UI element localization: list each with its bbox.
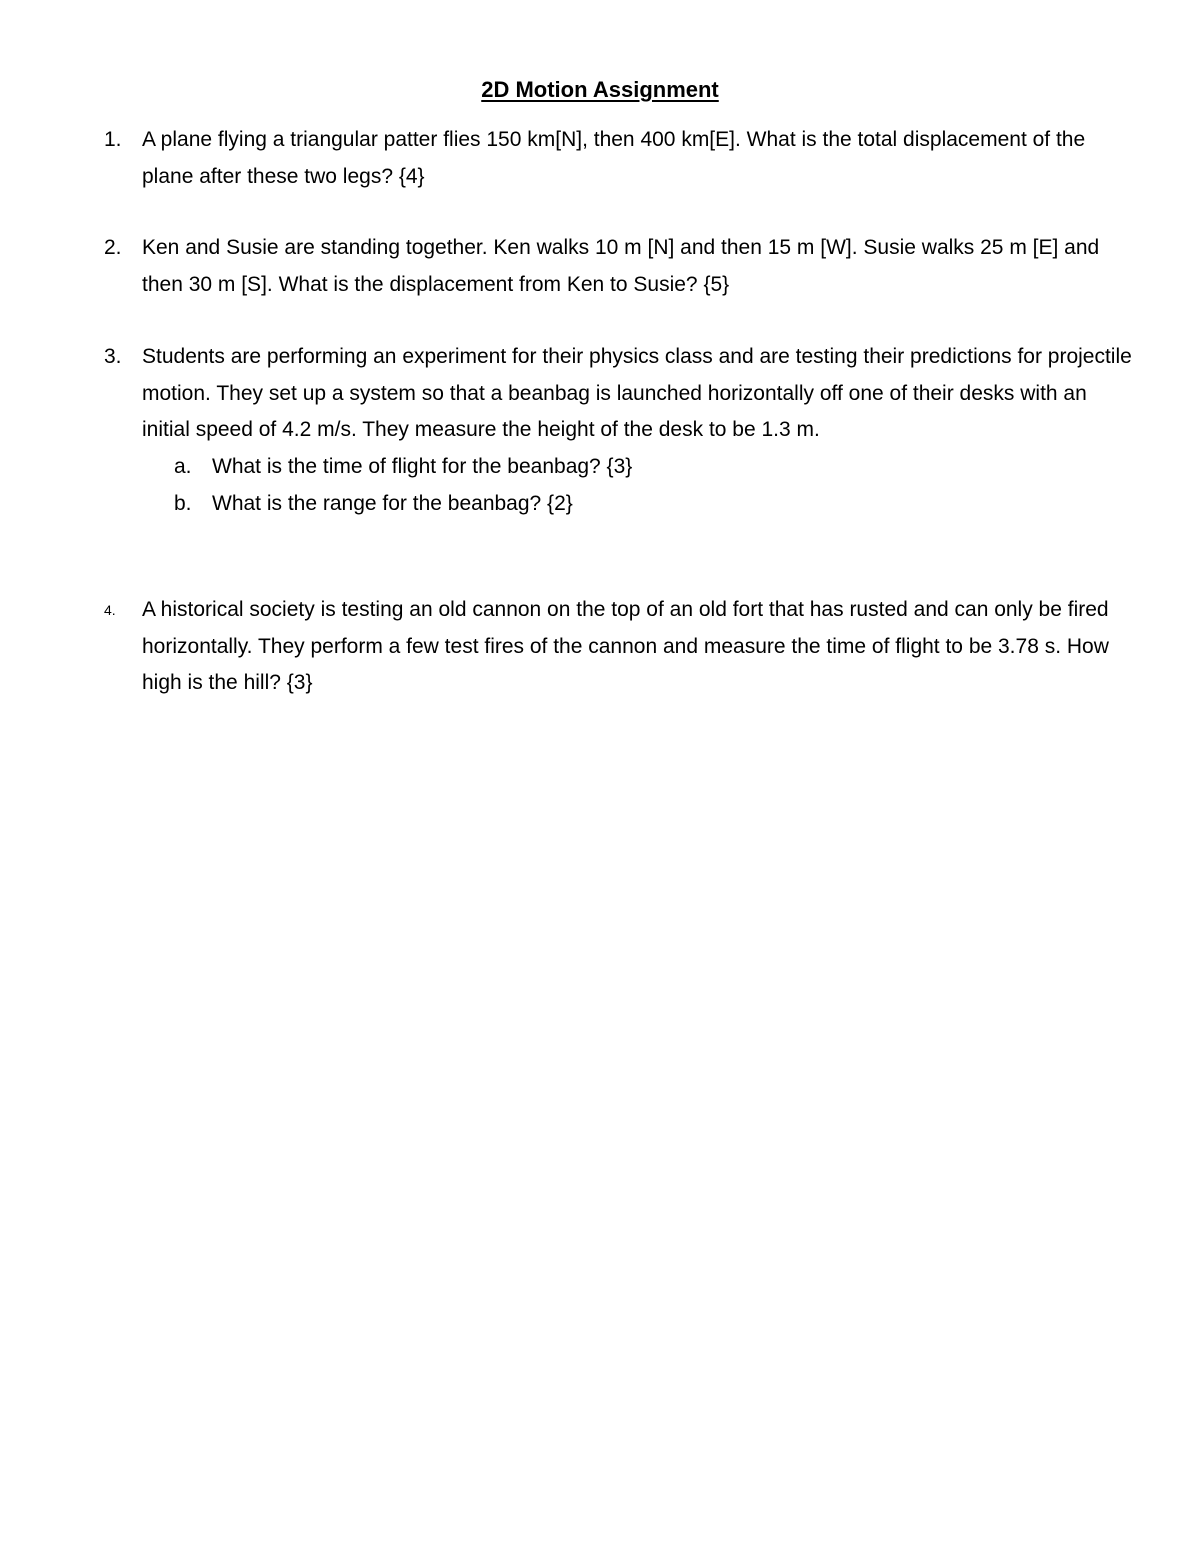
question-text: A historical society is testing an old cannon on the top of an old fort that has rusted and can only be fired horizontally. They perform a few test fires of the cannon and measure the time of flight to be 3.78 s. How high is the hill? {3} bbox=[142, 598, 1109, 695]
question-part-a bbox=[174, 449, 1134, 486]
part-label: b. bbox=[174, 491, 192, 515]
part-text: What is the time of flight for the beanbag? {3} bbox=[212, 455, 633, 479]
question-1 bbox=[104, 122, 1134, 195]
question-part-b bbox=[174, 486, 1134, 523]
question-number: 1. bbox=[104, 128, 122, 151]
question-number: 3. bbox=[104, 345, 122, 368]
question-3 bbox=[104, 339, 1134, 523]
question-4 bbox=[104, 592, 1134, 702]
part-label: a. bbox=[174, 455, 192, 479]
question-2 bbox=[104, 230, 1134, 303]
question-text: A plane flying a triangular patter flies 150 km[N], then 400 km[E]. What is the total displacement of the plane after these two legs? {4} bbox=[142, 128, 1086, 188]
question-number: 4. bbox=[104, 602, 116, 618]
question-number: 2. bbox=[104, 236, 122, 259]
question-text: Ken and Susie are standing together. Ken walks 10 m [N] and then 15 m [W]. Susie walks 25 m [E] and then 30 m [S]. What is the displacement from Ken to Susie? {5} bbox=[142, 236, 1100, 296]
document-title: 2D Motion Assignment bbox=[481, 77, 719, 102]
question-text: Students are performing an experiment for their physics class and are testing their predictions for projectile motion. They set up a system so that a beanbag is launched horizontally off one of their desks with an initial speed of 4.2 m/s. They measure the height of the desk to be 1.3 m. bbox=[142, 345, 1132, 442]
part-text: What is the range for the beanbag? {2} bbox=[212, 491, 573, 515]
